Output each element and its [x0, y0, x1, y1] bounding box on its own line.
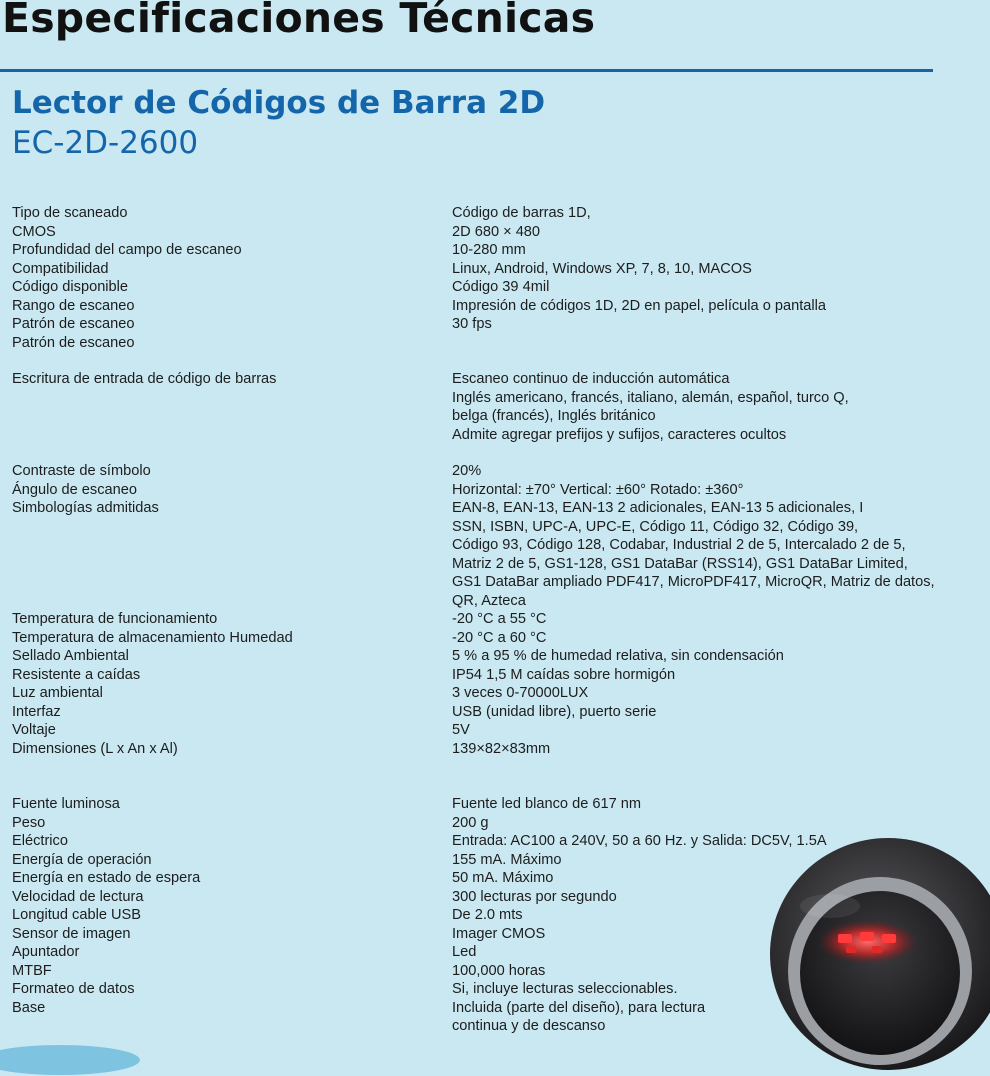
spec-label: Tipo de scaneado [12, 205, 128, 221]
spec-label: Energía en estado de espera [12, 870, 201, 886]
spec-label: Velocidad de lectura [12, 888, 144, 905]
spec-value: Matriz 2 de 5, GS1-128, GS1 DataBar (RSS14), GS1 DataBar Limited, [452, 555, 908, 572]
spec-labels [12, 462, 452, 758]
spec-label: Apuntador [12, 944, 80, 960]
spec-label: Ángulo de escaneo [12, 481, 137, 498]
spec-value: 5V [452, 722, 470, 738]
spec-values [452, 370, 987, 444]
spec-value: Incluida (parte del diseño), para lectura [452, 999, 706, 1016]
spec-label [12, 592, 452, 611]
spec-label [12, 389, 452, 408]
spec-value: 155 mA. Máximo [452, 851, 562, 868]
spec-label: Patrón de escaneo [12, 316, 135, 332]
spec-values [452, 462, 987, 758]
spec-value: Horizontal: ±70° Vertical: ±60° Rotado: ±360° [452, 481, 744, 498]
spec-value [452, 334, 987, 353]
spec-value: Impresión de códigos 1D, 2D en papel, película o pantalla [452, 297, 827, 314]
spec-label: Compatibilidad [12, 260, 109, 277]
spec-label: Peso [12, 814, 46, 831]
spec-value: -20 °C a 60 °C [452, 629, 547, 646]
spec-label: Fuente luminosa [12, 796, 120, 812]
product-name: Lector de Códigos de Barra 2D [12, 85, 546, 121]
spec-group [12, 204, 987, 352]
spec-label [12, 1017, 452, 1036]
spec-value: Código 93, Código 128, Codabar, Industrial 2 de 5, Intercalado 2 de 5, [452, 537, 906, 553]
spec-value: -20 °C a 55 °C [452, 611, 547, 627]
spec-label: Rango de escaneo [12, 297, 135, 314]
spec-label: CMOS [12, 223, 56, 240]
page-title: Especificaciones Técnicas [2, 0, 596, 42]
spec-label: MTBF [12, 962, 52, 979]
spec-label: Temperatura de almacenamiento Humedad [12, 629, 293, 646]
spec-value: 3 veces 0-70000LUX [452, 685, 589, 701]
spec-value: Escaneo continuo de inducción automática [452, 371, 730, 387]
spec-value: Código 39 4mil [452, 279, 550, 295]
spec-group [12, 370, 987, 444]
title-divider [0, 69, 933, 72]
spec-label: Luz ambiental [12, 685, 103, 701]
spec-value: 139×82×83mm [452, 740, 551, 757]
spec-value: belga (francés), Inglés británico [452, 408, 656, 424]
spec-label: Eléctrico [12, 833, 68, 849]
spec-value: 10-280 mm [452, 242, 526, 258]
spec-label [12, 555, 452, 574]
spec-value: USB (unidad libre), puerto serie [452, 703, 657, 720]
spec-label: Formateo de datos [12, 981, 135, 997]
spec-value: 200 g [452, 814, 489, 831]
spec-labels [12, 370, 452, 444]
spec-value: De 2.0 mts [452, 907, 523, 923]
spec-label: Interfaz [12, 703, 61, 720]
spec-value: 100,000 horas [452, 962, 546, 979]
spec-label: Dimensiones (L x An x Al) [12, 740, 178, 757]
spec-value: Inglés americano, francés, italiano, alemán, español, turco Q, [452, 389, 849, 406]
spec-value: Entrada: AC100 a 240V, 50 a 60 Hz. y Salida: DC5V, 1.5A [452, 833, 827, 849]
spec-label: Escritura de entrada de código de barras [12, 371, 277, 387]
spec-label: Voltaje [12, 722, 56, 738]
spec-labels [12, 795, 452, 1036]
spec-label: Sellado Ambiental [12, 648, 129, 664]
spec-value: Imager CMOS [452, 925, 546, 942]
spec-value: 2D 680 × 480 [452, 223, 541, 240]
spec-group [12, 462, 987, 758]
spec-value: 30 fps [452, 316, 492, 332]
spec-values [452, 204, 987, 352]
spec-value: Fuente led blanco de 617 nm [452, 796, 642, 812]
spec-label: Profundidad del campo de escaneo [12, 242, 242, 258]
spec-value: continua y de descanso [452, 1018, 606, 1034]
spec-label: Energía de operación [12, 851, 152, 868]
spec-labels [12, 204, 452, 352]
spec-value: QR, Azteca [452, 592, 526, 609]
spec-label: Contraste de símbolo [12, 463, 151, 479]
spec-label: Código disponible [12, 279, 129, 295]
product-model: EC-2D-2600 [12, 125, 199, 161]
spec-value: 50 mA. Máximo [452, 870, 554, 886]
spec-value: Led [452, 944, 477, 960]
spec-value: Linux, Android, Windows XP, 7, 8, 10, MACOS [452, 260, 752, 277]
spec-label [12, 573, 452, 592]
barcode-scanner-image [760, 836, 990, 1076]
spec-value: 300 lecturas por segundo [452, 888, 617, 905]
decorative-wave [0, 1045, 140, 1075]
spec-value: GS1 DataBar ampliado PDF417, MicroPDF417, MicroQR, Matriz de datos, [452, 574, 935, 590]
spec-value: Código de barras 1D, [452, 205, 591, 221]
spec-label: Resistente a caídas [12, 666, 141, 683]
spec-label: Simbologías admitidas [12, 500, 159, 516]
spec-label [12, 518, 452, 537]
spec-label [12, 536, 452, 555]
spec-value: EAN-8, EAN-13, EAN-13 2 adicionales, EAN-13 5 adicionales, I [452, 500, 864, 516]
spec-value: SSN, ISBN, UPC-A, UPC-E, Código 11, Código 32, Código 39, [452, 518, 859, 535]
spec-label: Temperatura de funcionamiento [12, 611, 218, 627]
spec-value: 20% [452, 463, 482, 479]
spec-label: Patrón de escaneo [12, 334, 135, 351]
spec-label [12, 407, 452, 426]
spec-label: Sensor de imagen [12, 925, 131, 942]
spec-value: IP54 1,5 M caídas sobre hormigón [452, 666, 676, 683]
spec-label: Longitud cable USB [12, 907, 141, 923]
spec-value: 5 % a 95 % de humedad relativa, sin condensación [452, 648, 784, 664]
spec-label: Base [12, 999, 46, 1016]
spec-label [12, 426, 452, 445]
spec-value: Si, incluye lecturas seleccionables. [452, 981, 678, 997]
spec-value: Admite agregar prefijos y sufijos, caracteres ocultos [452, 426, 787, 443]
